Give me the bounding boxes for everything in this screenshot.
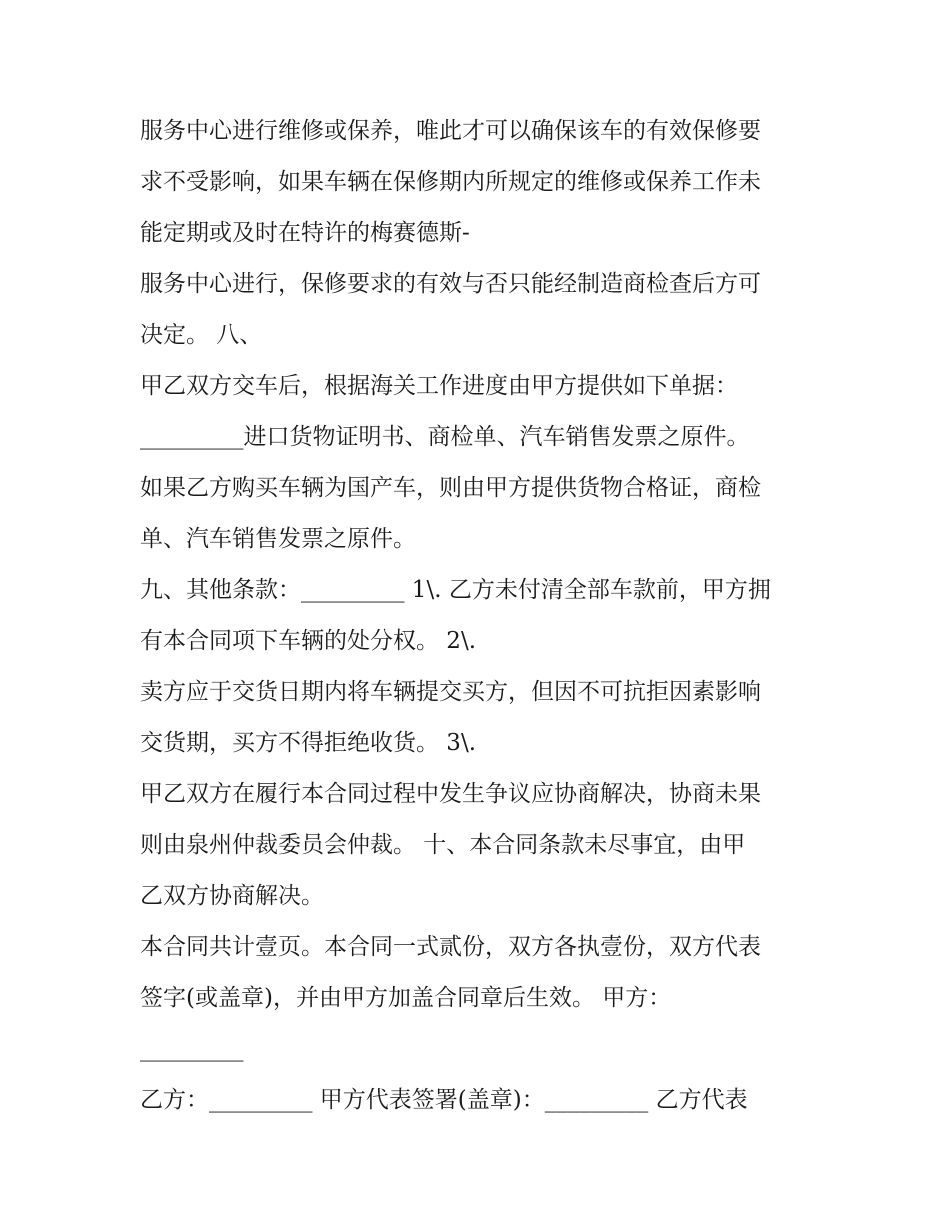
text-line: 能定期或及时在特许的梅赛德斯- [140, 220, 470, 246]
text-line: 交货期，买方不得拒绝收货。 3\. [140, 730, 477, 756]
text-line: 甲乙双方交车后，根据海关工作进度由甲方提供如下单据： [140, 373, 738, 399]
text-line: _________进口货物证明书、商检单、汽车销售发票之原件。 [140, 424, 750, 450]
text-line: 单、汽车销售发票之原件。 [140, 526, 416, 552]
text-line: 则由泉州仲裁委员会仲裁。 十、本合同条款未尽事宜，由甲 [140, 832, 746, 858]
contract-text-block [140, 106, 830, 1126]
text-line: 九、其他条款：_________ 1\. 乙方未付清全部车款前，甲方拥 [140, 577, 771, 603]
text-line: 甲乙双方在履行本合同过程中发生争议应协商解决，协商未果 [140, 781, 761, 807]
text-line: 服务中心进行维修或保养，唯此才可以确保该车的有效保修要 [140, 118, 761, 144]
text-line: 签字(或盖章)，并由甲方加盖合同章后生效。 甲方： [140, 985, 672, 1011]
text-line: 本合同共计壹页。本合同一式贰份，双方各执壹份，双方代表 [140, 934, 761, 960]
text-line: 乙双方协商解决。 [140, 883, 324, 909]
text-line: 有本合同项下车辆的处分权。 2\. [140, 628, 477, 654]
text-line: 乙方：_________ 甲方代表签署(盖章)：_________ 乙方代表 [140, 1087, 748, 1113]
text-line: 决定。 八、 [140, 322, 263, 348]
text-line: 如果乙方购买车辆为国产车，则由甲方提供货物合格证，商检 [140, 475, 761, 501]
text-line: _________ [140, 1036, 244, 1062]
text-line: 卖方应于交货日期内将车辆提交买方，但因不可抗拒因素影响 [140, 679, 761, 705]
text-line: 服务中心进行，保修要求的有效与否只能经制造商检查后方可 [140, 271, 761, 297]
text-line: 求不受影响，如果车辆在保修期内所规定的维修或保养工作未 [140, 169, 761, 195]
